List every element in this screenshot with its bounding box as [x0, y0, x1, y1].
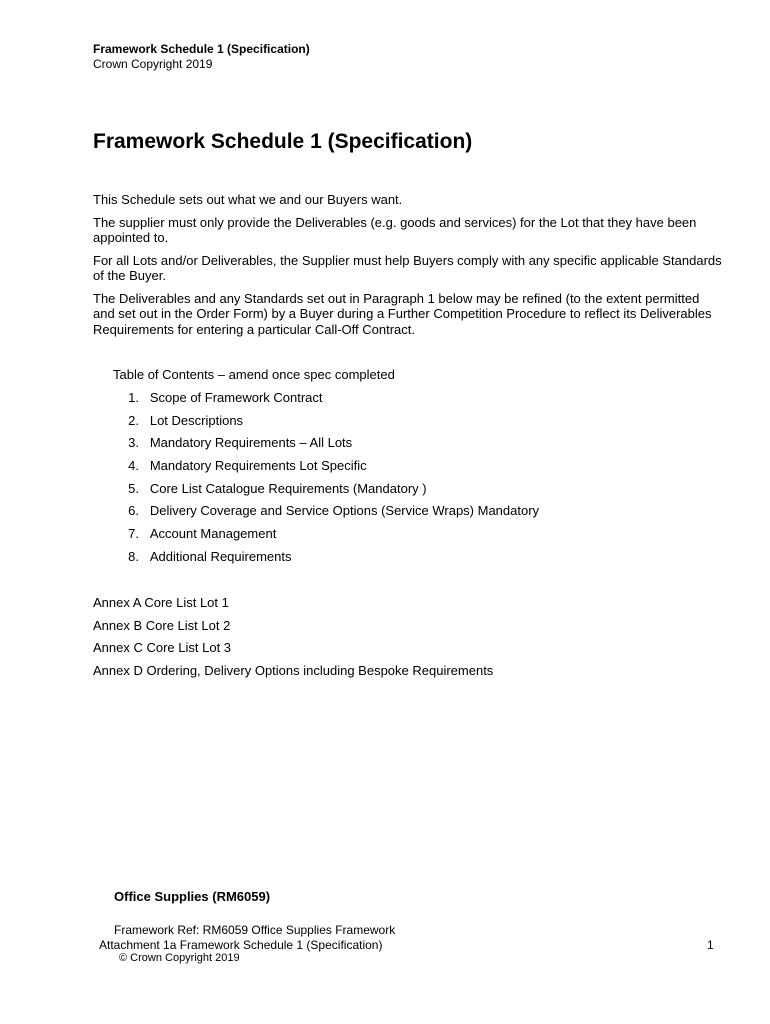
annex-item: Annex D Ordering, Delivery Options including Bespoke Requirements	[93, 662, 494, 678]
annex-item: Annex A Core List Lot 1	[93, 595, 229, 610]
toc-item	[113, 434, 539, 457]
toc-item-number: 1.	[128, 390, 139, 405]
toc-item-number: 7.	[128, 526, 139, 542]
annex-item: Annex C Core List Lot 3	[93, 640, 232, 655]
toc-item-text: Core List Catalogue Requirements (Mandatory )	[149, 480, 427, 496]
toc-item	[113, 412, 539, 435]
toc-item	[113, 480, 539, 503]
toc-item-text: Mandatory Requirements – All Lots	[149, 435, 353, 451]
document-title: Framework Schedule 1 (Specification)	[93, 130, 473, 153]
intro-paragraph-4: The Deliverables and any Standards set out in Paragraph 1 below may be refined (to the extent permitted and set out in the Order Form) by a Buyer during a Further Competition Procedure to reflect its Deliverables Requirements for entering a particular Call-Off Contract.	[93, 290, 712, 337]
toc-item	[113, 525, 539, 548]
toc-item-text: Account Management	[149, 526, 277, 542]
toc-item-number: 8.	[128, 548, 139, 564]
footer-copyright: © Crown Copyright 2019	[119, 952, 240, 964]
header-copyright: Crown Copyright 2019	[93, 57, 213, 71]
toc-item	[113, 548, 539, 571]
intro-paragraph-1: This Schedule sets out what we and our Buyers want.	[93, 192, 403, 207]
intro-paragraph-3: For all Lots and/or Deliverables, the Supplier must help Buyers comply with any specific applicable Standards of the Buyer.	[93, 252, 722, 283]
annex-item: Annex B Core List Lot 2	[93, 617, 231, 633]
toc-list	[113, 389, 539, 571]
toc-item	[113, 389, 539, 412]
toc-item-text: Additional Requirements	[149, 548, 292, 564]
toc-heading: Table of Contents – amend once spec completed	[113, 367, 395, 382]
page-number: 1	[707, 938, 714, 952]
footer-product: Office Supplies (RM6059)	[114, 889, 271, 904]
toc-item-number: 6.	[128, 503, 139, 519]
header-title: Framework Schedule 1 (Specification)	[93, 42, 310, 56]
toc-item-text: Delivery Coverage and Service Options (Service Wraps) Mandatory	[149, 503, 540, 519]
toc-item	[113, 502, 539, 525]
toc-item-text: Lot Descriptions	[149, 412, 244, 428]
toc-item-text: Mandatory Requirements Lot Specific	[149, 458, 367, 474]
toc-item-number: 3.	[128, 435, 139, 451]
toc-item-number: 4.	[128, 458, 139, 474]
toc-item-number: 2.	[128, 412, 139, 428]
toc-item-text: Scope of Framework Contract	[149, 390, 323, 405]
toc-item-number: 5.	[128, 480, 139, 496]
intro-paragraph-2: The supplier must only provide the Deliverables (e.g. goods and services) for the Lot that they have been appointed to.	[93, 214, 697, 245]
toc-item	[113, 457, 539, 480]
footer-framework-ref: Framework Ref: RM6059 Office Supplies Framework	[114, 923, 396, 937]
annex-list	[93, 594, 493, 684]
footer-attachment: Attachment 1a Framework Schedule 1 (Specification)	[99, 938, 383, 952]
intro-section	[93, 192, 723, 344]
